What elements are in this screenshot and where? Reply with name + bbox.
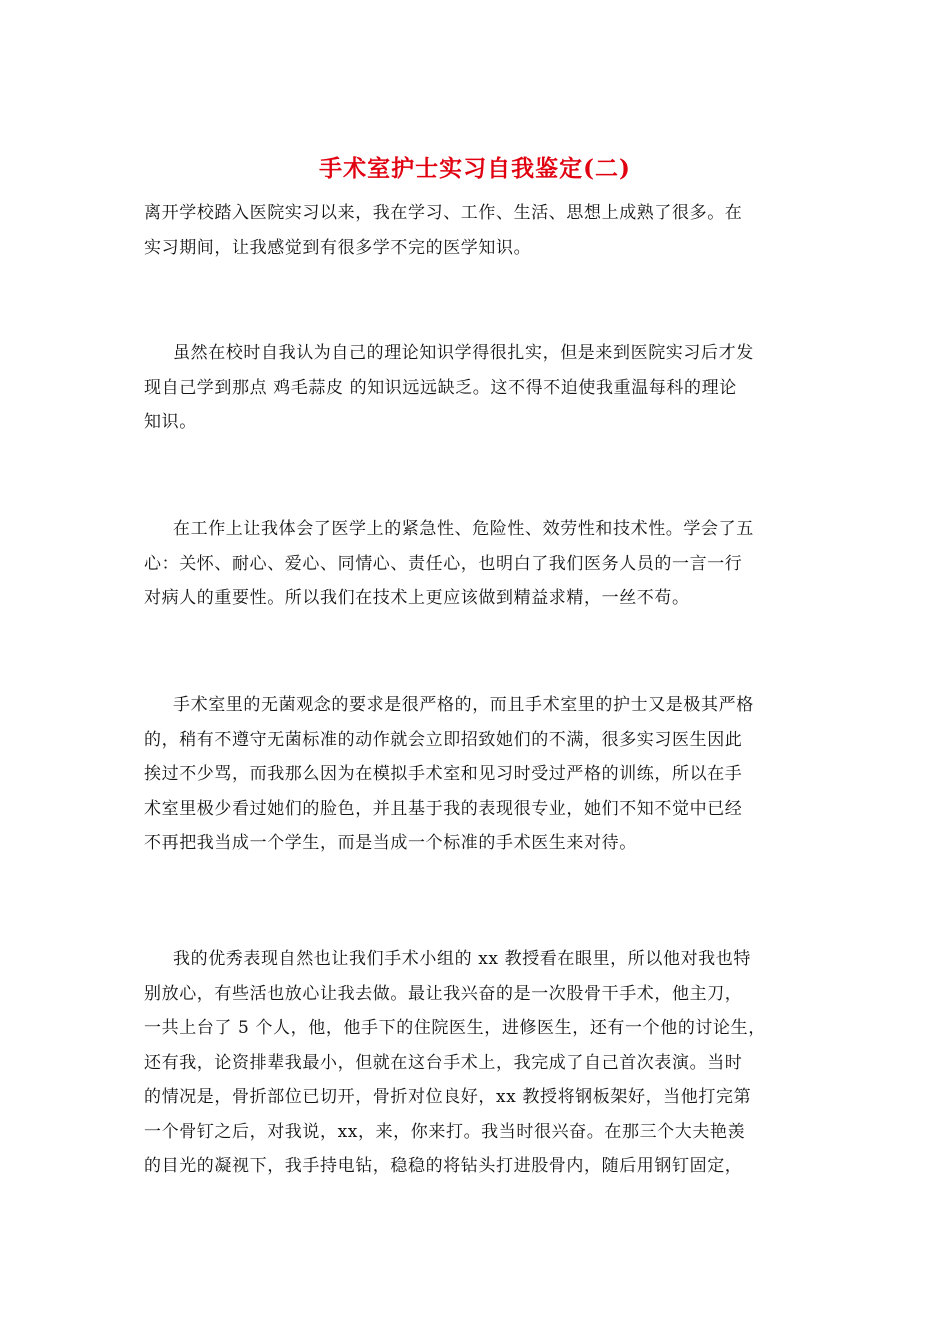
paragraph-1 [144, 196, 808, 265]
paragraph-line: 别放心，有些活也放心让我去做。最让我兴奋的是一次股骨干手术，他主刀， [144, 983, 743, 1004]
paragraph-line: 知识。 [144, 412, 197, 432]
paragraph-3 [144, 512, 808, 616]
paragraph-5 [144, 942, 808, 1184]
paragraph-line: 还有我，论资排辈我最小，但就在这台手术上，我完成了自己首次表演。当时 [144, 1052, 743, 1073]
paragraph-line: 虽然在校时自我认为自己的理论知识学得很扎实，但是来到医院实习后才发 [173, 343, 754, 363]
paragraph-4 [144, 688, 808, 861]
paragraph-line: 手术室里的无菌观念的要求是很严格的，而且手术室里的护士又是极其严格 [173, 695, 754, 715]
paragraph-line: 我的优秀表现自然也让我们手术小组的 xx 教授看在眼里，所以他对我也特 [173, 949, 751, 969]
paragraph-line: 术室里极少看过她们的脸色，并且基于我的表现很专业，她们不知不觉中已经 [144, 798, 743, 819]
paragraph-line: 实习期间，让我感觉到有很多学不完的医学知识。 [144, 237, 532, 258]
document-title: 手术室护士实习自我鉴定(二) [319, 155, 631, 182]
paragraph-line: 对病人的重要性。所以我们在技术上更应该做到精益求精，一丝不苟。 [144, 588, 690, 608]
paragraph-line: 在工作上让我体会了医学上的紧急性、危险性、效劳性和技术性。学会了五 [173, 519, 754, 539]
paragraph-line: 不再把我当成一个学生，而是当成一个标准的手术医生来对待。 [144, 833, 637, 853]
paragraph-line: 心：关怀、耐心、爱心、同情心、责任心，也明白了我们医务人员的一言一行 [144, 553, 743, 574]
paragraph-line: 的目光的凝视下，我手持电钻，稳稳的将钻头打进股骨内，随后用钢钉固定， [144, 1156, 743, 1176]
paragraph-line: 的情况是，骨折部位已切开，骨折对位良好，xx 教授将钢板架好，当他打完第 [144, 1087, 752, 1107]
paragraph-2 [144, 336, 808, 440]
paragraph-line: 挨过不少骂，而我那么因为在模拟手术室和见习时受过严格的训练，所以在手 [144, 764, 743, 784]
paragraph-line: 的，稍有不遵守无菌标准的动作就会立即招致她们的不满，很多实习医生因此 [144, 729, 743, 750]
paragraph-line: 现自己学到那点 鸡毛蒜皮 的知识远远缺乏。这不得不迫使我重温每科的理论 [144, 377, 737, 398]
paragraph-line: 一个骨钉之后，对我说，xx，来，你来打。我当时很兴奋。在那三个大夫艳羡 [144, 1121, 746, 1142]
paragraph-line: 离开学校踏入医院实习以来，我在学习、工作、生活、思想上成熟了很多。在 [144, 203, 743, 223]
paragraph-line: 一共上台了 5 个人，他，他手下的住院医生，进修医生，还有一个他的讨论生， [144, 1018, 766, 1038]
